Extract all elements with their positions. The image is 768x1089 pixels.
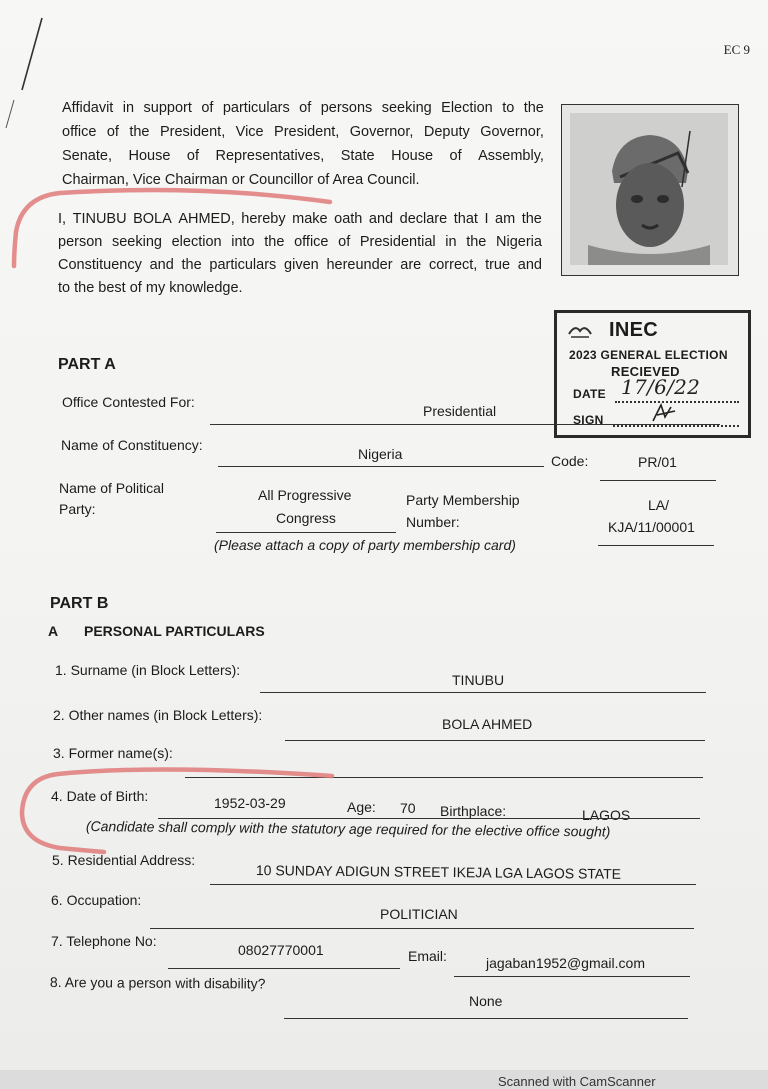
word: Election [441, 100, 493, 116]
word: Governor, [349, 124, 414, 140]
word: I [484, 211, 489, 227]
word: the [181, 257, 202, 273]
portrait-image [570, 113, 728, 265]
phone-label: 7. Telephone No: [51, 933, 157, 949]
occupation-line [150, 928, 694, 929]
former-names-label: 3. Former name(s): [53, 745, 173, 761]
party-line [216, 532, 396, 533]
stamp-date-label: DATE [573, 387, 606, 401]
age-label: Age: [347, 799, 376, 815]
birthplace-label: Birthplace: [440, 803, 507, 819]
word: of [106, 124, 119, 140]
address-value: 10 SUNDAY ADIGUN STREET IKEJA LGA LAGOS STATE [255, 862, 622, 882]
section-letter: A [48, 623, 59, 639]
birthplace-value: LAGOS [582, 807, 631, 823]
word: particulars [222, 100, 290, 116]
email-label: Email: [408, 948, 447, 964]
word: of [299, 100, 312, 116]
word: State [340, 148, 375, 164]
word: Vice [235, 124, 264, 140]
office-label: Office Contested For: [62, 394, 195, 410]
word: Deputy [423, 124, 470, 140]
attach-note: (Please attach a copy of party membership card) [214, 537, 516, 553]
office-line [210, 424, 720, 425]
word: that [453, 211, 478, 227]
word: of [338, 234, 351, 250]
word: House [128, 148, 171, 164]
word: the [466, 234, 487, 250]
word: hereby [241, 211, 286, 227]
code-value: PR/01 [638, 454, 677, 470]
part-b-heading: PART B [50, 595, 109, 612]
code-line [600, 480, 716, 481]
stamp-received: RECIEVED [611, 364, 680, 379]
phone-line [168, 968, 400, 969]
word: the [129, 124, 150, 140]
other-names-value: BOLA AHMED [442, 716, 533, 732]
intro-line [62, 144, 544, 168]
intro-line: Chairman, Vice Chairman or Councillor of Area Council. [62, 172, 420, 188]
word: Constituency [58, 257, 142, 273]
party-value: All Progressive [258, 487, 352, 503]
stamp-sign-label: SIGN [573, 413, 604, 427]
word: House [391, 148, 434, 164]
email-line [454, 976, 690, 977]
word: the [264, 234, 285, 250]
form-code: EC 9 [723, 42, 750, 57]
word: into [231, 234, 255, 250]
word: are [400, 257, 422, 273]
word: Nigeria [496, 234, 542, 250]
email-value: jagaban1952@gmail.com [486, 955, 645, 971]
stamp-date-handwritten: 17/6/22 [621, 375, 701, 399]
disability-line [284, 1018, 688, 1019]
word: make [292, 211, 328, 227]
word: to [502, 100, 515, 116]
other-names-label: 2. Other names (in Block Letters): [53, 707, 263, 723]
oath-line [58, 231, 542, 254]
membership-label-2: Number: [406, 514, 460, 530]
word: oath [334, 211, 363, 227]
party-value-2: Congress [276, 510, 336, 526]
word: office [294, 234, 329, 250]
code-label: Code: [551, 453, 589, 469]
word: President, [159, 124, 226, 140]
word: Representatives, [215, 148, 325, 164]
word: particulars [209, 257, 277, 273]
constituency-value: Nigeria [358, 446, 403, 462]
oath-line [58, 208, 542, 231]
word: and [149, 257, 174, 273]
other-names-line [285, 740, 705, 741]
word: person [58, 234, 103, 250]
word: BOLA [133, 211, 172, 227]
intro-line [62, 96, 544, 120]
word: declare [399, 211, 448, 227]
word: President, [274, 124, 340, 140]
constituency-line [218, 466, 544, 467]
membership-line [598, 545, 714, 546]
inec-received-stamp [554, 310, 751, 438]
former-names-line [185, 777, 703, 778]
word: given [284, 257, 319, 273]
oath-line [58, 254, 542, 277]
photo-area [570, 113, 728, 265]
handwritten-signature [649, 401, 679, 425]
word: correct, [428, 257, 478, 273]
intro-line [62, 120, 544, 144]
word: office [62, 124, 97, 140]
word: Assembly, [478, 148, 544, 164]
membership-value-2: KJA/11/00001 [608, 519, 695, 535]
dob-label: 4. Date of Birth: [51, 788, 149, 804]
membership-label: Party Membership [406, 492, 520, 508]
constituency-label: Name of Constituency: [61, 437, 203, 453]
inec-logo-icon [567, 322, 593, 340]
word: in [122, 100, 135, 116]
party-label: Name of Political [59, 480, 165, 496]
stamp-title: 2023 GENERAL ELECTION [569, 348, 728, 362]
word: of [201, 100, 214, 116]
word: in [445, 234, 457, 250]
dob-value: 1952-03-29 [214, 795, 286, 811]
surname-label: 1. Surname (in Block Letters): [55, 662, 241, 678]
word: am [495, 211, 516, 227]
surname-line [260, 692, 706, 693]
word: Senate, [62, 148, 112, 164]
stamp-sign-line [613, 425, 739, 427]
affidavit-intro [62, 96, 544, 192]
word: the [521, 211, 542, 227]
section-title: PERSONAL PARTICULARS [84, 623, 265, 639]
part-a-heading: PART A [58, 356, 116, 373]
word: of [186, 148, 199, 164]
word: of [449, 148, 462, 164]
oath-declaration [58, 208, 542, 300]
word: persons [320, 100, 373, 116]
age-note: (Candidate shall comply with the statutory age required for the elective office sought) [85, 818, 611, 840]
word: and [517, 257, 542, 273]
oath-line: to the best of my knowledge. [58, 280, 243, 296]
disability-value: None [469, 993, 503, 1009]
office-value: Presidential [423, 403, 497, 419]
word: I, [58, 211, 67, 227]
address-line [210, 884, 696, 885]
occupation-value: POLITICIAN [380, 906, 458, 922]
word: Affidavit [62, 100, 114, 116]
word: Presidential [359, 234, 436, 250]
occupation-label: 6. Occupation: [51, 892, 142, 908]
word: support [143, 100, 192, 116]
word: TINUBU [72, 211, 127, 227]
word: Governor, [480, 124, 544, 140]
word: seeking [381, 100, 432, 116]
word: AHMED, [178, 211, 235, 227]
stamp-org: INEC [609, 319, 658, 341]
word: and [368, 211, 394, 227]
word: true [485, 257, 511, 273]
age-value: 70 [400, 800, 416, 816]
party-label-2: Party: [59, 501, 96, 517]
membership-value: LA/ [648, 497, 670, 513]
passport-photo [561, 104, 739, 276]
word: election [171, 234, 222, 250]
surname-value: TINUBU [452, 672, 505, 688]
phone-value: 08027770001 [238, 942, 324, 958]
word: hereunder [326, 257, 393, 273]
disability-label: 8. Are you a person with disability? [49, 974, 266, 992]
address-label: 5. Residential Address: [52, 852, 196, 868]
word: the [523, 100, 544, 116]
word: seeking [111, 234, 162, 250]
scanner-footer: Scanned with CamScanner [498, 1074, 656, 1089]
